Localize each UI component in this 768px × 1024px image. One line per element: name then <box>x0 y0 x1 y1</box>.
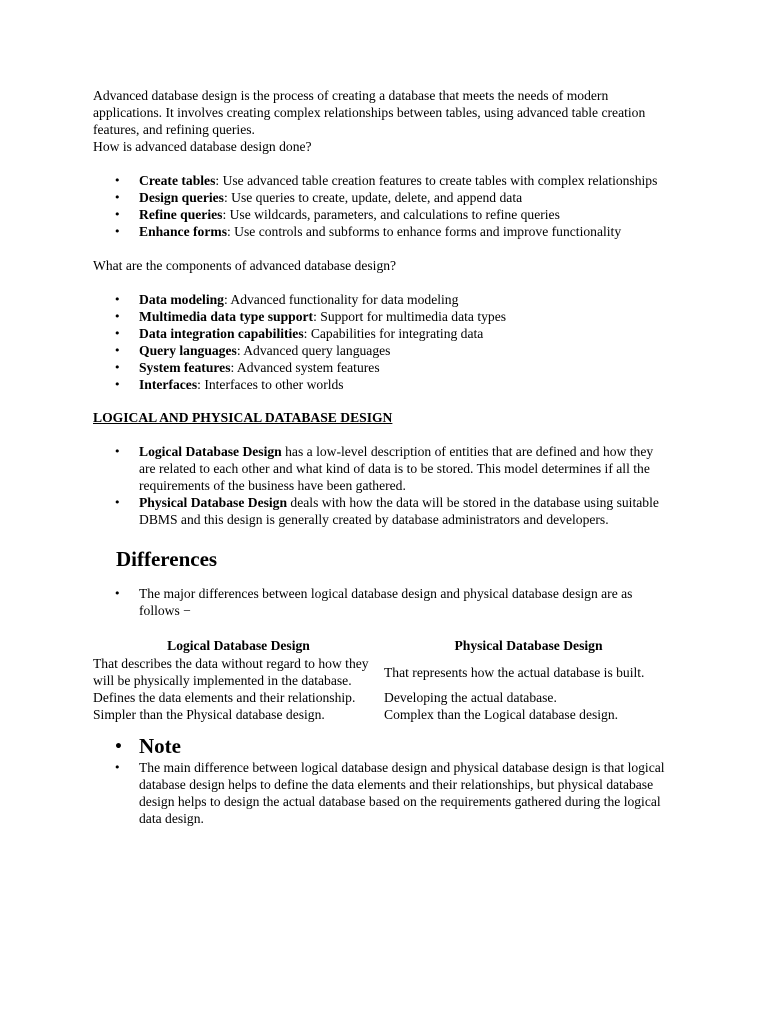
item-term: Data integration capabilities <box>139 326 304 341</box>
item-term: Refine queries <box>139 207 223 222</box>
item-text: : Support for multimedia data types <box>313 309 507 324</box>
list-item <box>93 308 673 325</box>
item-text: : Advanced functionality for data modeling <box>223 292 459 307</box>
table-cell: That represents how the actual database is built. <box>384 664 645 680</box>
list-item <box>93 359 673 376</box>
section-heading: LOGICAL AND PHYSICAL DATABASE DESIGN <box>93 410 393 425</box>
comparison-table <box>93 637 673 723</box>
differences-heading: Differences <box>116 547 218 571</box>
item-text: : Advanced system features <box>230 360 380 375</box>
item-term: Interfaces <box>139 377 198 392</box>
table-row <box>93 689 673 706</box>
list-item <box>93 325 673 342</box>
list-item <box>93 172 673 189</box>
item-text: : Use controls and subforms to enhance forms and improve functionality <box>226 224 622 239</box>
table-header-row <box>93 637 673 655</box>
item-text: has a low-level description of entities that are defined and how they are related to each other and what kind of data is to be stored. This model determines if all the requirements of the business have been gathered. <box>139 444 654 493</box>
list-item <box>93 376 673 393</box>
table-row <box>93 655 673 689</box>
intro-paragraph: Advanced database design is the process of creating a database that meets the needs of modern applications. It involves creating complex relationships between tables, using advanced table creation features, and refining queries. <box>93 88 646 137</box>
intro-question: How is advanced database design done? <box>93 139 312 154</box>
list-item <box>93 189 673 206</box>
item-text: : Use advanced table creation features to create tables with complex relationships <box>215 173 658 188</box>
note-heading: • Note <box>93 733 673 759</box>
item-term: Query languages <box>139 343 237 358</box>
item-text: deals with how the data will be stored in the database using suitable DBMS and this design is generally created by database administrators and developers. <box>139 495 659 527</box>
list-item <box>93 342 673 359</box>
item-term: Physical Database Design <box>139 495 288 510</box>
item-text: : Advanced query languages <box>236 343 391 358</box>
list-item <box>93 291 673 308</box>
item-term: Multimedia data type support <box>139 309 314 324</box>
table-cell: Developing the actual database. <box>384 690 557 705</box>
table-cell: Defines the data elements and their relationship. <box>93 690 356 705</box>
column-header: Logical Database Design <box>167 638 310 653</box>
list-item <box>93 223 673 240</box>
item-term: Create tables <box>139 173 216 188</box>
differences-list <box>93 585 673 619</box>
column-header: Physical Database Design <box>454 638 603 653</box>
item-term: Logical Database Design <box>139 444 282 459</box>
item-term: System features <box>139 360 231 375</box>
item-term: Data modeling <box>139 292 224 307</box>
list-item <box>93 206 673 223</box>
item-term: Design queries <box>139 190 224 205</box>
list-item <box>93 443 673 494</box>
table-cell: Complex than the Logical database design. <box>384 707 619 722</box>
components-question: What are the components of advanced database design? <box>93 258 397 273</box>
how-list <box>93 172 673 240</box>
note-list <box>93 733 673 827</box>
item-text: : Use wildcards, parameters, and calculations to refine queries <box>222 207 560 222</box>
document-body <box>93 87 673 827</box>
list-item: • The major differences between logical database design and physical database design are as follows − <box>93 585 673 619</box>
table-cell: That describes the data without regard to how they will be physically implemented in the database. <box>93 656 369 688</box>
item-term: Enhance forms <box>139 224 227 239</box>
list-item <box>93 494 673 528</box>
table-cell: Simpler than the Physical database design. <box>93 707 325 722</box>
item-text: : Use queries to create, update, delete, and append data <box>223 190 523 205</box>
table-row <box>93 706 673 723</box>
item-text: : Interfaces to other worlds <box>197 377 344 392</box>
components-list <box>93 291 673 393</box>
note-text: • The main difference between logical database design and physical database design is that logical database design helps to define the data elements and their relationships, but physical database design helps to design the actual database based on the requirements gathered during the logical data design. <box>93 759 673 827</box>
design-list <box>93 443 673 528</box>
item-text: : Capabilities for integrating data <box>303 326 484 341</box>
